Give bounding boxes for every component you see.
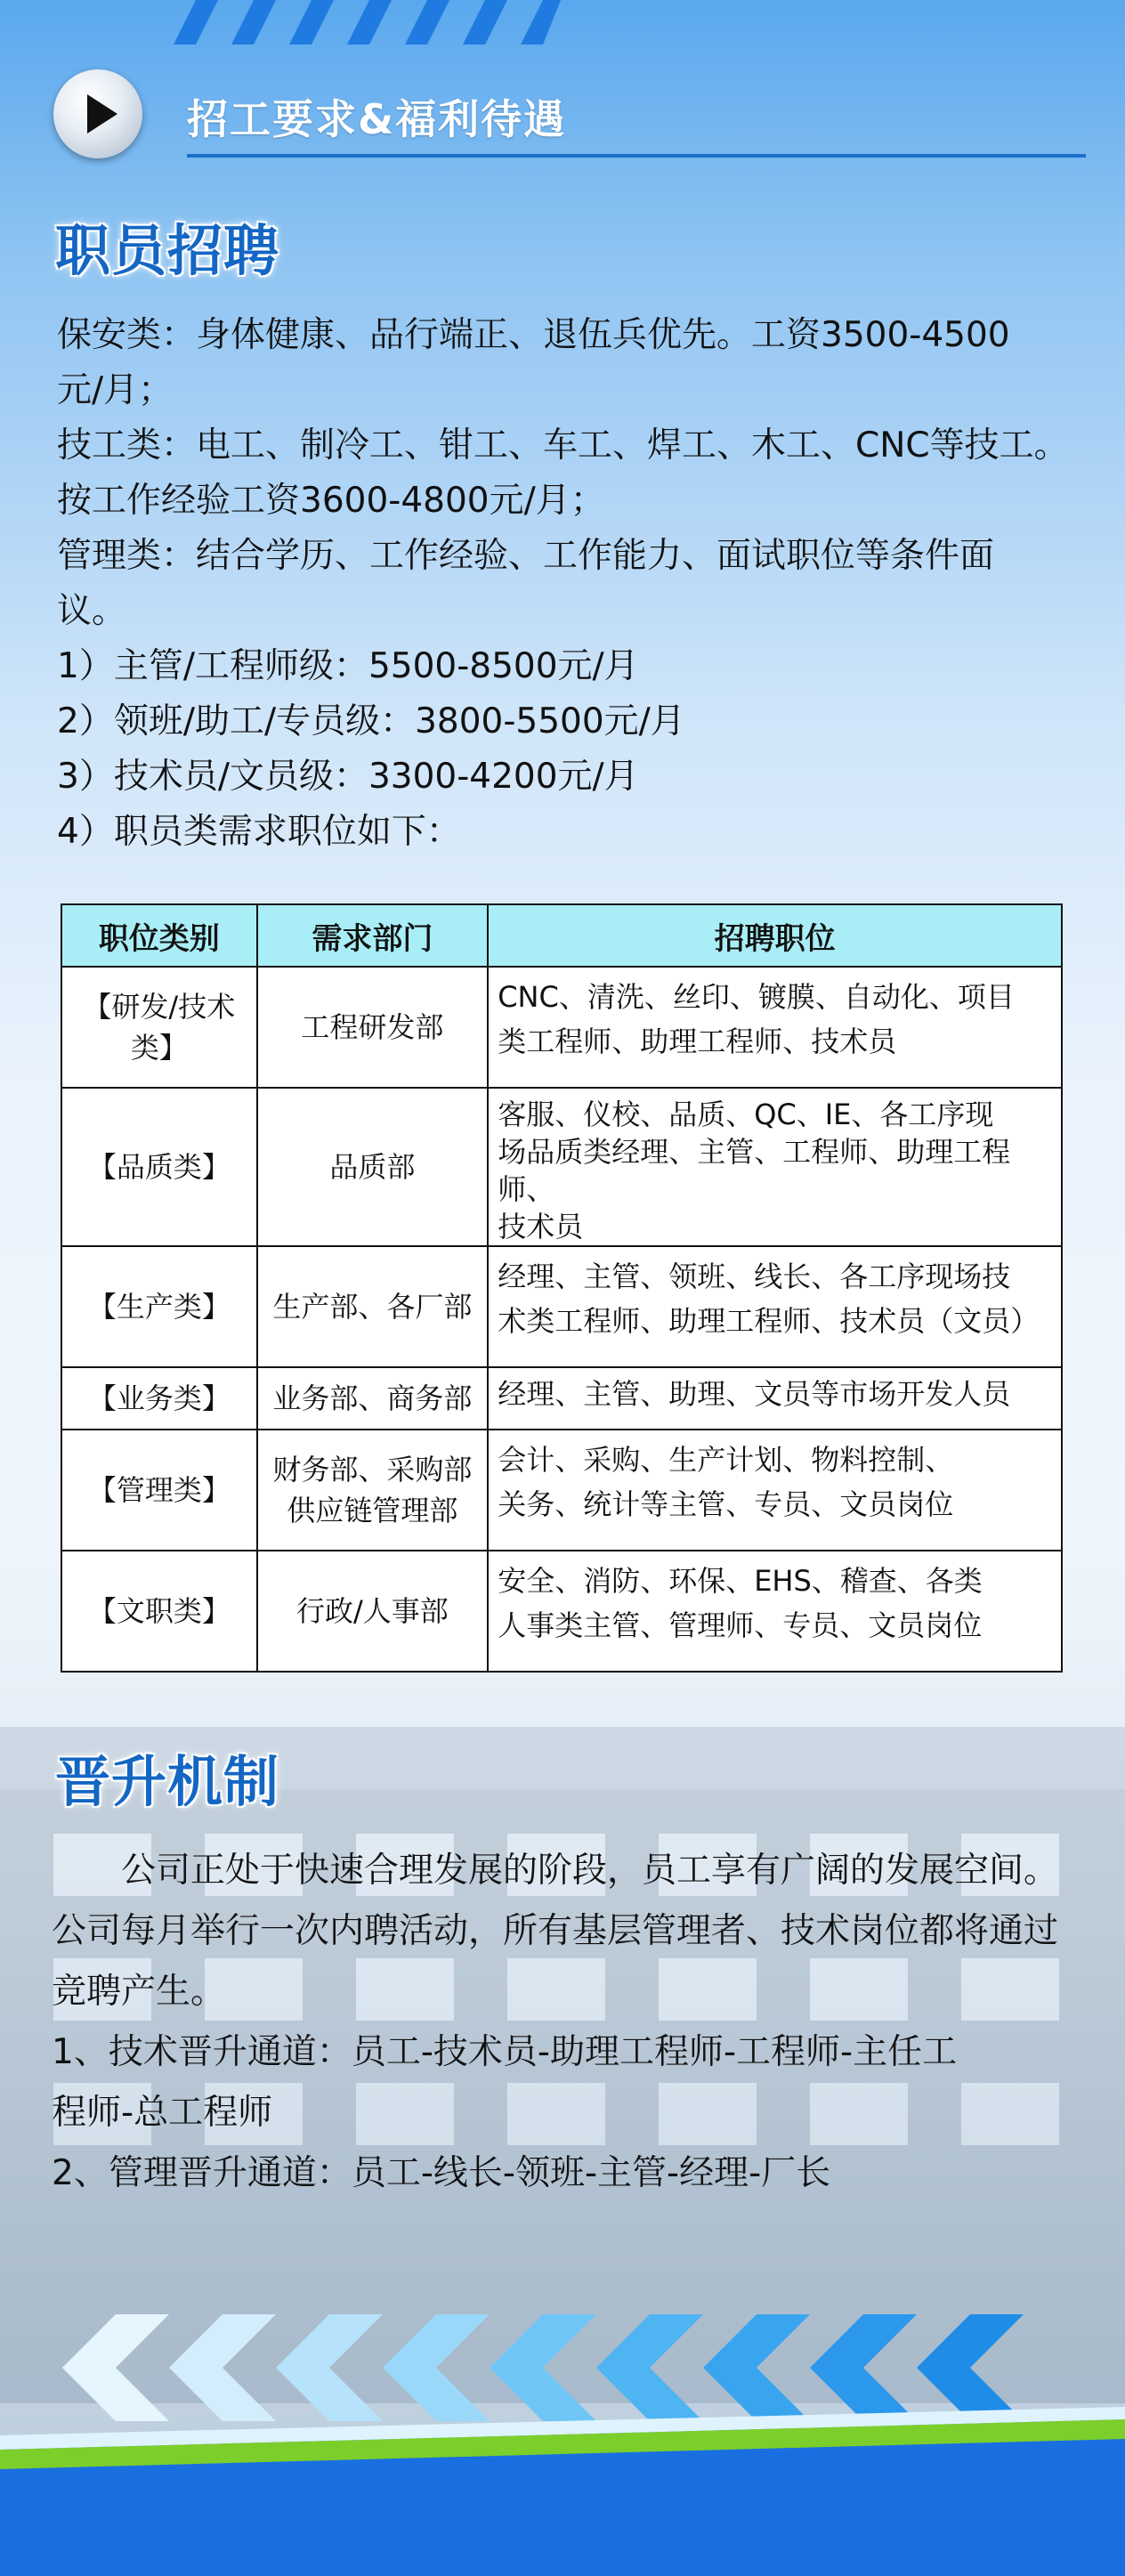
positions-cell (488, 1430, 1062, 1551)
header-underline (187, 154, 1086, 158)
category-cell: 【文职类】 (61, 1551, 257, 1672)
position-line: 经理、主管、领班、线长、各工序现场技 (498, 1260, 1011, 1293)
position-line: 客服、仪校、品质、QC、IE、各工序现 (498, 1098, 994, 1131)
position-line: CNC、清洗、丝印、镀膜、自动化、项目 (498, 980, 1015, 1014)
department-line: 品质部 (329, 1150, 416, 1184)
top-chevron-decoration (169, 0, 561, 45)
department-cell (257, 1367, 489, 1430)
table-row (61, 1088, 1062, 1246)
position-line: 场品质类经理、主管、工程师、助理工程师、 (498, 1135, 1011, 1206)
table-header-row (61, 904, 1062, 967)
promotion-line: 公司每月举行一次内聘活动，所有基层管理者、技术岗位都将通过 (52, 1911, 1059, 1951)
promotion-title: 晋升机制 (55, 1749, 280, 1814)
recruit-description (57, 308, 1069, 860)
play-button (53, 69, 142, 158)
header-positions: 招聘职位 (488, 904, 1062, 967)
recruit-line: 技工类：电工、制冷工、钳工、车工、焊工、木工、CNC等技工。 (57, 425, 1069, 466)
recruit-line: 管理类：结合学历、工作经验、工作能力、面试职位等条件面 (57, 536, 995, 576)
recruit-line: 4）职员类需求职位如下： (57, 812, 461, 852)
header-category: 职位类别 (61, 904, 257, 967)
table-row (61, 1551, 1062, 1672)
bottom-band-decoration (0, 2403, 1125, 2576)
position-line: 人事类主管、管理师、专员、文员岗位 (498, 1608, 983, 1642)
promotion-line: 竞聘产生。 (52, 1972, 226, 2012)
department-line: 生产部、各厂部 (272, 1290, 473, 1324)
position-line: 类工程师、助理工程师、技术员 (498, 1025, 897, 1058)
department-line: 行政/人事部 (296, 1594, 449, 1628)
department-line: 供应链管理部 (287, 1494, 458, 1527)
department-line: 工程研发部 (301, 1010, 444, 1044)
positions-cell (488, 1551, 1062, 1672)
category-cell: 【业务类】 (61, 1367, 257, 1430)
table-row (61, 967, 1062, 1088)
position-line: 关务、统计等主管、专员、文员岗位 (498, 1487, 954, 1521)
promotion-line: 程师-总工程师 (52, 2093, 273, 2133)
department-line: 业务部、商务部 (272, 1381, 473, 1415)
recruit-line: 保安类：身体健康、品行端正、退伍兵优先。工资3500-4500 (57, 315, 1010, 355)
promotion-line: 2、管理晋升通道：员工-线长-领班-主管-经理-厂长 (52, 2153, 831, 2193)
position-line: 术类工程师、助理工程师、技术员（文员） (498, 1304, 1040, 1338)
department-cell (257, 1246, 489, 1367)
header-department: 需求部门 (257, 904, 489, 967)
table-row (61, 1246, 1062, 1367)
position-line: 安全、消防、环保、EHS、稽查、各类 (498, 1564, 983, 1598)
positions-cell (488, 1246, 1062, 1367)
department-cell (257, 1430, 489, 1551)
department-cell (257, 1551, 489, 1672)
recruit-line: 3）技术员/文员级：3300-4200元/月 (57, 757, 639, 797)
position-line: 经理、主管、助理、文员等市场开发人员 (498, 1377, 1011, 1411)
category-cell: 【生产类】 (61, 1246, 257, 1367)
jobs-table (61, 903, 1063, 1673)
table-row (61, 1367, 1062, 1430)
category-cell: 【管理类】 (61, 1430, 257, 1551)
category-cell: 【研发/技术类】 (61, 967, 257, 1088)
section-header (53, 69, 1086, 167)
recruit-line: 按工作经验工资3600-4800元/月； (57, 481, 605, 521)
positions-cell (488, 1367, 1062, 1430)
promotion-line: 1、技术晋升通道：员工-技术员-助理工程师-工程师-主任工 (52, 2032, 958, 2072)
table-row (61, 1430, 1062, 1551)
recruit-line: 1）主管/工程师级：5500-8500元/月 (57, 646, 639, 686)
positions-cell (488, 967, 1062, 1088)
recruit-line: 议。 (57, 591, 127, 631)
positions-cell (488, 1088, 1062, 1246)
play-icon (87, 94, 117, 134)
promotion-line: 公司正处于快速合理发展的阶段，员工享有广阔的发展空间。 (52, 1851, 1059, 1891)
category-cell: 【品质类】 (61, 1088, 257, 1246)
header-title: 招工要求&福利待遇 (187, 95, 567, 143)
position-line: 技术员 (498, 1210, 584, 1243)
promotion-description (52, 1841, 1058, 2204)
recruit-title: 职员招聘 (55, 218, 280, 283)
department-cell (257, 967, 489, 1088)
department-cell (257, 1088, 489, 1246)
recruit-line: 2）领班/助工/专员级：3800-5500元/月 (57, 701, 685, 741)
department-line: 财务部、采购部 (272, 1453, 473, 1486)
recruit-line: 元/月； (57, 370, 174, 410)
position-line: 会计、采购、生产计划、物料控制、 (498, 1443, 954, 1477)
